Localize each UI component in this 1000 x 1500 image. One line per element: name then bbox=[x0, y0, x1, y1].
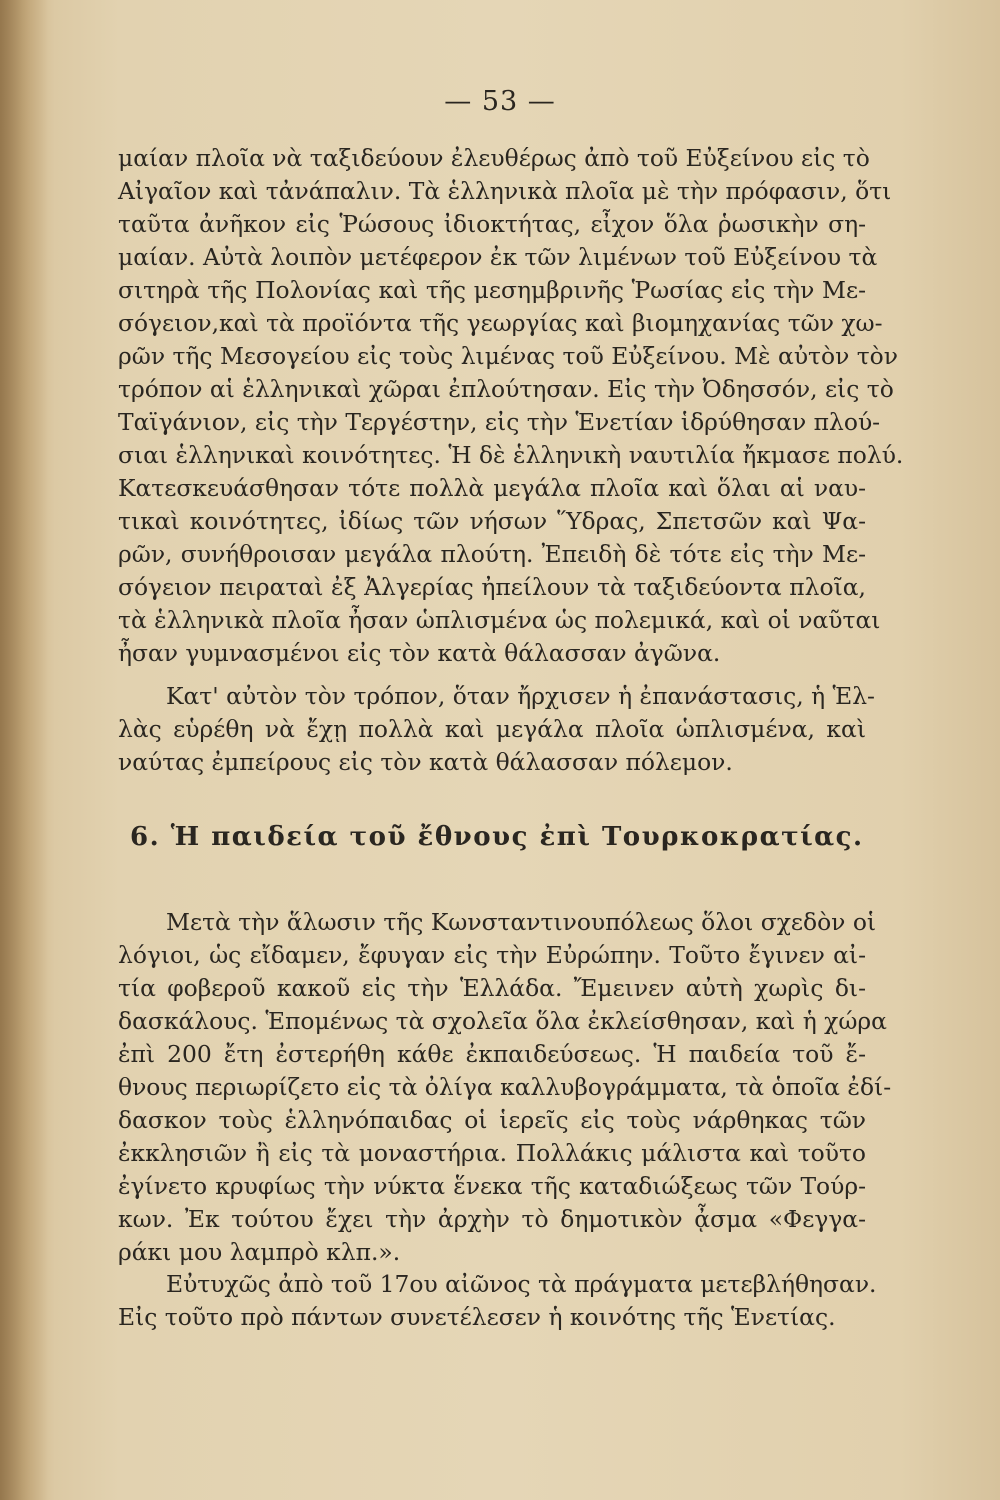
text-line: δασκάλους. Ἑπομένως τὰ σχολεῖα ὅλα ἐκλείσθησαν, καὶ ἡ χώρα bbox=[118, 1007, 887, 1035]
text-line: τικαὶ κοινότητες, ἰδίως τῶν νήσων Ὕδρας, Σπετσῶν καὶ Ψα- bbox=[118, 507, 866, 535]
paragraph-education bbox=[118, 906, 892, 1269]
text-line: ἐκκλησιῶν ἢ εἰς τὰ μοναστήρια. Πολλάκις μάλιστα καὶ τοῦτο bbox=[118, 1139, 866, 1167]
section-heading: 6. Ἡ παιδεία τοῦ ἔθνους ἐπὶ Τουρκοκρατίας. bbox=[130, 822, 864, 852]
page-binding-shadow bbox=[0, 0, 48, 1500]
paragraph-shipping bbox=[118, 142, 904, 670]
paragraph-17th-century bbox=[118, 1268, 877, 1334]
text-line: λόγιοι, ὡς εἴδαμεν, ἔφυγαν εἰς τὴν Εὐρώπην. Τοῦτο ἔγινεν αἰ- bbox=[118, 941, 866, 969]
text-line: σιαι ἑλληνικαὶ κοινότητες. Ἡ δὲ ἑλληνικὴ ναυτιλία ἤκμασε πολύ. bbox=[118, 441, 904, 469]
text-line: σόγειον πειραταὶ ἐξ Ἀλγερίας ἠπείλουν τὰ ταξιδεύοντα πλοῖα, bbox=[118, 573, 866, 601]
text-line: Κατ' αὐτὸν τὸν τρόπον, ὅταν ἤρχισεν ἡ ἐπανάστασις, ἡ Ἑλ- bbox=[166, 682, 875, 710]
text-line: μαίαν. Αὐτὰ λοιπὸν μετέφερον ἐκ τῶν λιμένων τοῦ Εὐξείνου τὰ bbox=[118, 243, 878, 271]
text-line: ρῶν, συνήθροισαν μεγάλα πλούτη. Ἐπειδὴ δὲ τότε εἰς τὴν Με- bbox=[118, 540, 866, 568]
text-line: Αἰγαῖον καὶ τἀνάπαλιν. Τὰ ἑλληνικὰ πλοῖα μὲ τὴν πρόφασιν, ὅτι bbox=[118, 177, 892, 205]
text-line: ἐγίνετο κρυφίως τὴν νύκτα ἕνεκα τῆς καταδιώξεως τῶν Τούρ- bbox=[118, 1172, 866, 1200]
text-line: τρόπον αἱ ἑλληνικαὶ χῶραι ἐπλούτησαν. Εἰς τὴν Ὀδησσόν, εἰς τὸ bbox=[118, 375, 894, 403]
text-line: Εὐτυχῶς ἀπὸ τοῦ 17ου αἰῶνος τὰ πράγματα μετεβλήθησαν. bbox=[166, 1270, 877, 1298]
text-line: ταῦτα ἀνῆκον εἰς Ῥώσους ἰδιοκτήτας, εἶχον ὅλα ῥωσικὴν ση- bbox=[118, 210, 866, 238]
text-line: δασκον τοὺς ἑλληνόπαιδας οἱ ἱερεῖς εἰς τοὺς νάρθηκας τῶν bbox=[118, 1106, 866, 1134]
text-line: τὰ ἑλληνικὰ πλοῖα ἦσαν ὡπλισμένα ὡς πολεμικά, καὶ οἱ ναῦται bbox=[118, 606, 881, 634]
text-line: ράκι μου λαμπρὸ κλπ.». bbox=[118, 1238, 401, 1266]
text-line: Ταϊγάνιον, εἰς τὴν Τεργέστην, εἰς τὴν Ἑνετίαν ἱδρύθησαν πλού- bbox=[118, 408, 881, 436]
text-line: ναύτας ἐμπείρους εἰς τὸν κατὰ θάλασσαν πόλεμον. bbox=[118, 748, 733, 776]
text-line: Κατεσκευάσθησαν τότε πολλὰ μεγάλα πλοῖα καὶ ὅλαι αἱ ναυ- bbox=[118, 474, 866, 502]
text-line: μαίαν πλοῖα νὰ ταξιδεύουν ἐλευθέρως ἀπὸ τοῦ Εὐξείνου εἰς τὸ bbox=[118, 144, 870, 172]
text-line: Εἰς τοῦτο πρὸ πάντων συνετέλεσεν ἡ κοινότης τῆς Ἑνετίας. bbox=[118, 1303, 836, 1331]
text-line: κων. Ἐκ τούτου ἔχει τὴν ἀρχὴν τὸ δημοτικὸν ᾆσμα «Φεγγα- bbox=[118, 1205, 866, 1233]
text-line: ἐπὶ 200 ἔτη ἐστερήθη κάθε ἐκπαιδεύσεως. Ἡ παιδεία τοῦ ἔ- bbox=[118, 1040, 866, 1068]
page-number: — 53 — bbox=[444, 86, 556, 117]
text-line: σιτηρὰ τῆς Πολονίας καὶ τῆς μεσημβρινῆς Ῥωσίας εἰς τὴν Με- bbox=[118, 276, 866, 304]
text-line: ρῶν τῆς Μεσογείου εἰς τοὺς λιμένας τοῦ Εὐξείνου. Μὲ αὐτὸν τὸν bbox=[118, 342, 898, 370]
text-line: Μετὰ τὴν ἅλωσιν τῆς Κωνσταντινουπόλεως ὅλοι σχεδὸν οἱ bbox=[166, 908, 877, 936]
text-line: τία φοβεροῦ κακοῦ εἰς τὴν Ἑλλάδα. Ἔμεινεν αὐτὴ χωρὶς δι- bbox=[118, 974, 866, 1002]
text-line: λὰς εὑρέθη νὰ ἔχῃ πολλὰ καὶ μεγάλα πλοῖα ὡπλισμένα, καὶ bbox=[118, 715, 866, 743]
text-line: ἦσαν γυμνασμένοι εἰς τὸν κατὰ θάλασσαν ἀγῶνα. bbox=[118, 639, 721, 667]
paragraph-revolution bbox=[118, 680, 875, 779]
text-line: θνους περιωρίζετο εἰς τὰ ὀλίγα καλλυβογράμματα, τὰ ὁποῖα ἐδί- bbox=[118, 1073, 892, 1101]
text-line: σόγειον,καὶ τὰ προϊόντα τῆς γεωργίας καὶ βιομηχανίας τῶν χω- bbox=[118, 309, 883, 337]
